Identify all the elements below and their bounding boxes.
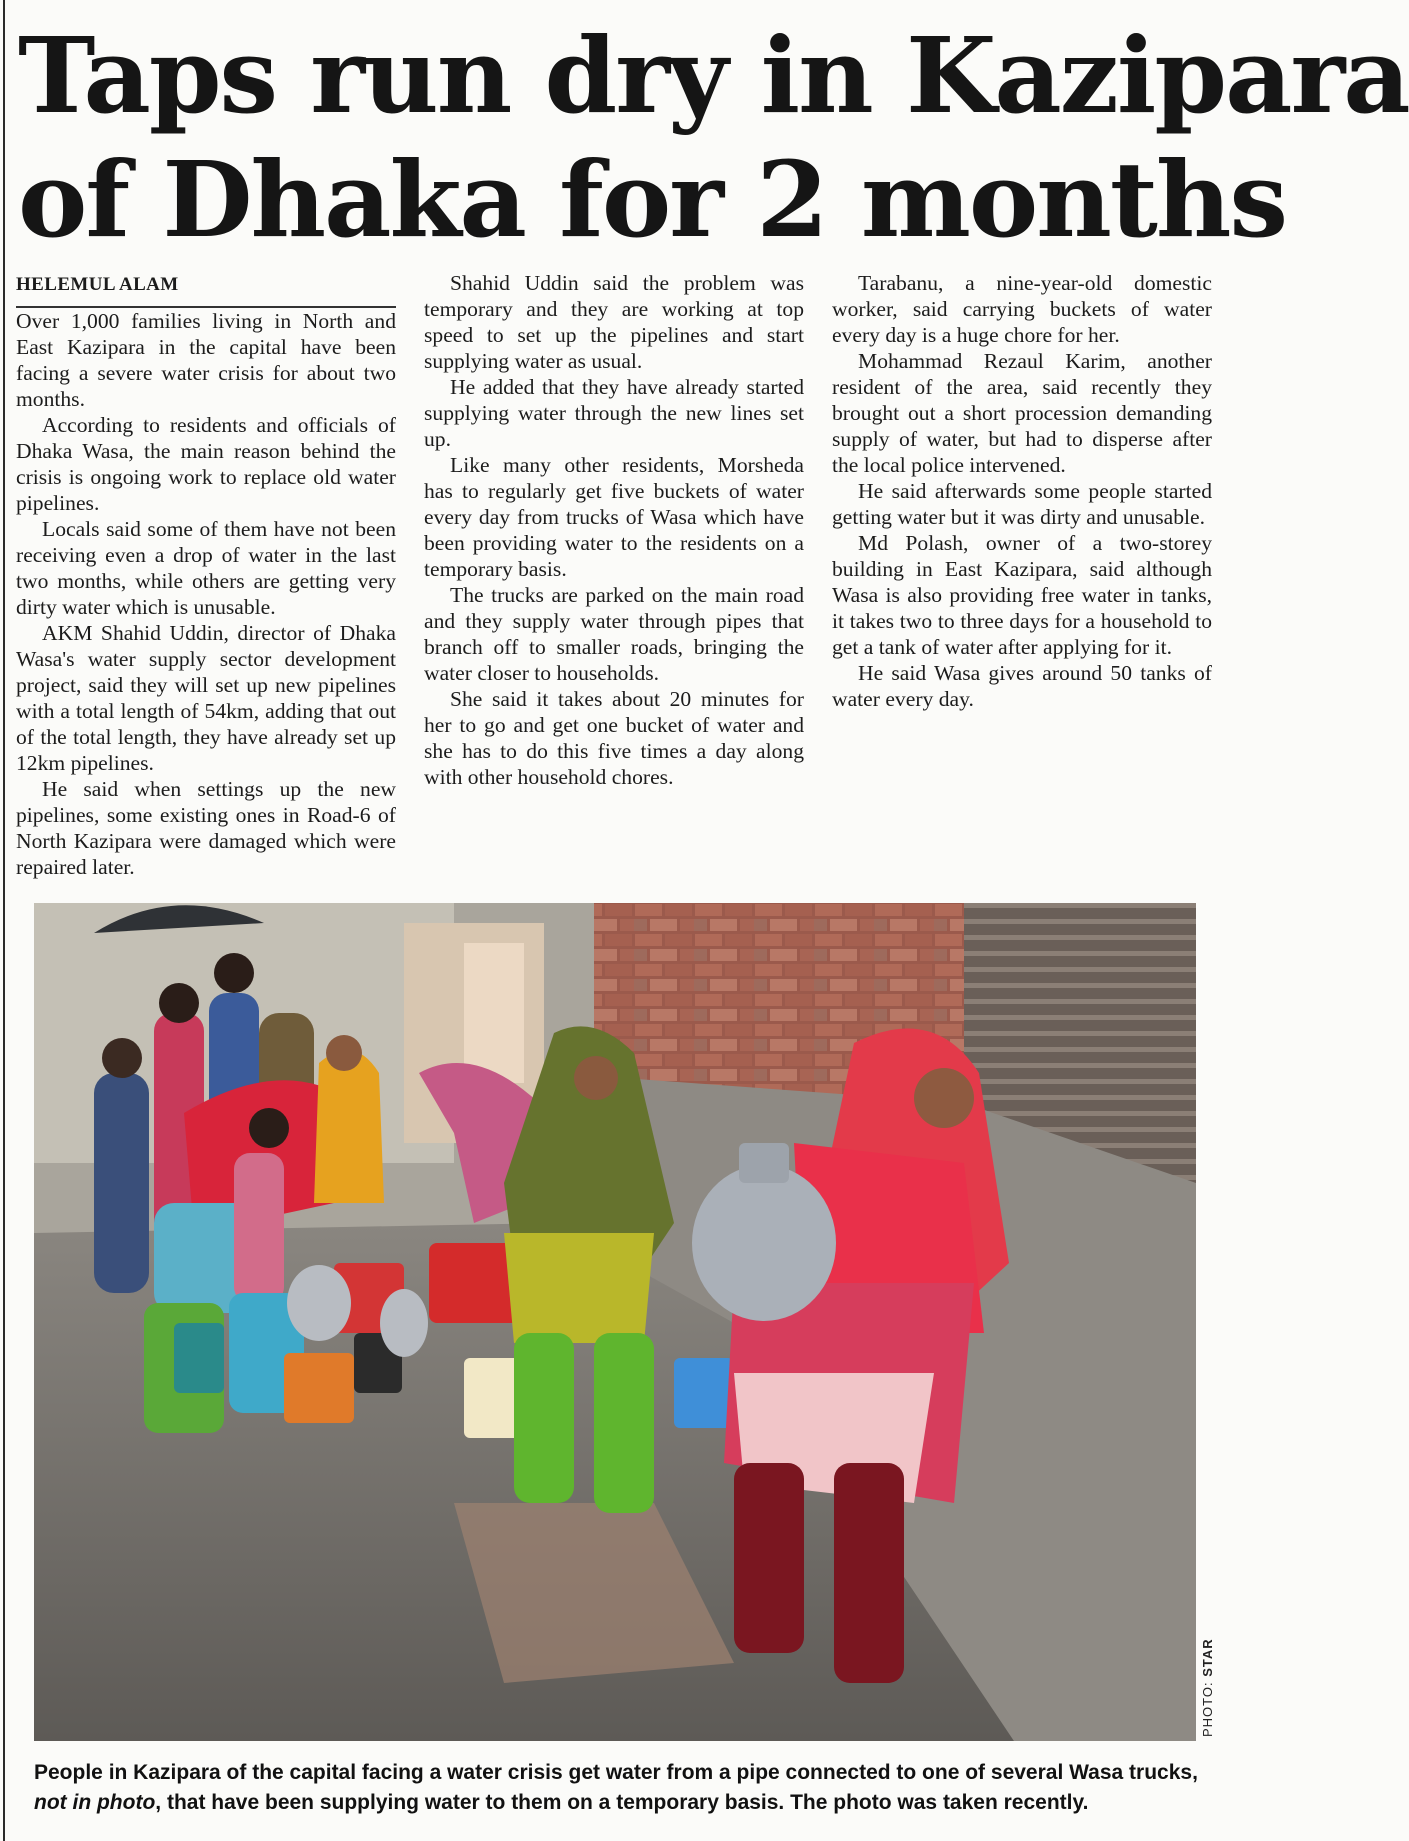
caption-part-1: People in Kazipara of the capital facing a water crisis get water from a pipe connected to one of several Wasa trucks,	[34, 1761, 1198, 1784]
paragraph: Tarabanu, a nine-year-old domestic worker, said carrying buckets of water every day is a huge chore for her.	[832, 271, 1212, 347]
caption-italic: not in photo	[34, 1791, 156, 1814]
news-photo	[34, 903, 1196, 1741]
page-left-rule	[3, 0, 5, 1841]
paragraph: Locals said some of them have not been receiving even a drop of water in the last two months, while others are getting very dirty water which is unusable.	[16, 517, 396, 619]
article-column-3	[832, 270, 1212, 870]
byline: HELEMUL ALAM	[16, 270, 396, 308]
paragraph: He said afterwards some people started getting water but it was dirty and unusable.	[832, 479, 1212, 529]
paragraph: Over 1,000 families living in North and East Kazipara in the capital have been facing a severe water crisis for about two months.	[16, 309, 396, 411]
paragraph: According to residents and officials of Dhaka Wasa, the main reason behind the crisis is ongoing work to replace old water pipelines.	[16, 413, 396, 515]
paragraph: Like many other residents, Morsheda has to regularly get five buckets of water every day from trucks of Wasa which have been providing water to the residents on a temporary basis.	[424, 453, 804, 581]
headline	[18, 14, 1409, 262]
paragraph: He added that they have already started supplying water through the new lines set up.	[424, 375, 804, 451]
paragraph: Mohammad Rezaul Karim, another resident of the area, said recently they brought out a short procession demanding supply of water, but had to disperse after the local police intervened.	[832, 349, 1212, 477]
paragraph: AKM Shahid Uddin, director of Dhaka Wasa's water supply sector development project, said they will set up new pipelines with a total length of 54km, adding that out of the total length, they have already set up 12km pipelines.	[16, 621, 396, 775]
paragraph: Shahid Uddin said the problem was temporary and they are working at top speed to set up the pipelines and start supplying water as usual.	[424, 271, 804, 373]
photo-caption	[34, 1758, 1204, 1818]
photo-credit-prefix: PHOTO:	[1200, 1676, 1215, 1737]
caption-part-2: , that have been supplying water to them on a temporary basis. The photo was taken recently.	[155, 1791, 1089, 1814]
headline-line-2: of Dhaka for 2 months	[18, 138, 1287, 261]
paragraph: Md Polash, owner of a two-storey building in East Kazipara, said although Wasa is also providing free water in tanks, it takes two to three days for a household to get a tank of water after applying for it.	[832, 531, 1212, 659]
paragraph: He said Wasa gives around 50 tanks of water every day.	[832, 661, 1212, 711]
photo-illustration	[34, 903, 1196, 1741]
paragraph: The trucks are parked on the main road and they supply water through pipes that branch off to smaller roads, bringing the water closer to households.	[424, 583, 804, 685]
paragraph: He said when settings up the new pipelines, some existing ones in Road-6 of North Kazipara were damaged which were repaired later.	[16, 777, 396, 879]
photo-credit-source: STAR	[1200, 1638, 1215, 1677]
paragraph: She said it takes about 20 minutes for her to go and get one bucket of water and she has to do this five times a day along with other household chores.	[424, 687, 804, 789]
photo-credit	[1200, 1638, 1215, 1741]
article-column-2	[424, 270, 804, 870]
headline-line-1: Taps run dry in Kazipara	[18, 14, 1409, 137]
article-column-1	[16, 270, 396, 879]
